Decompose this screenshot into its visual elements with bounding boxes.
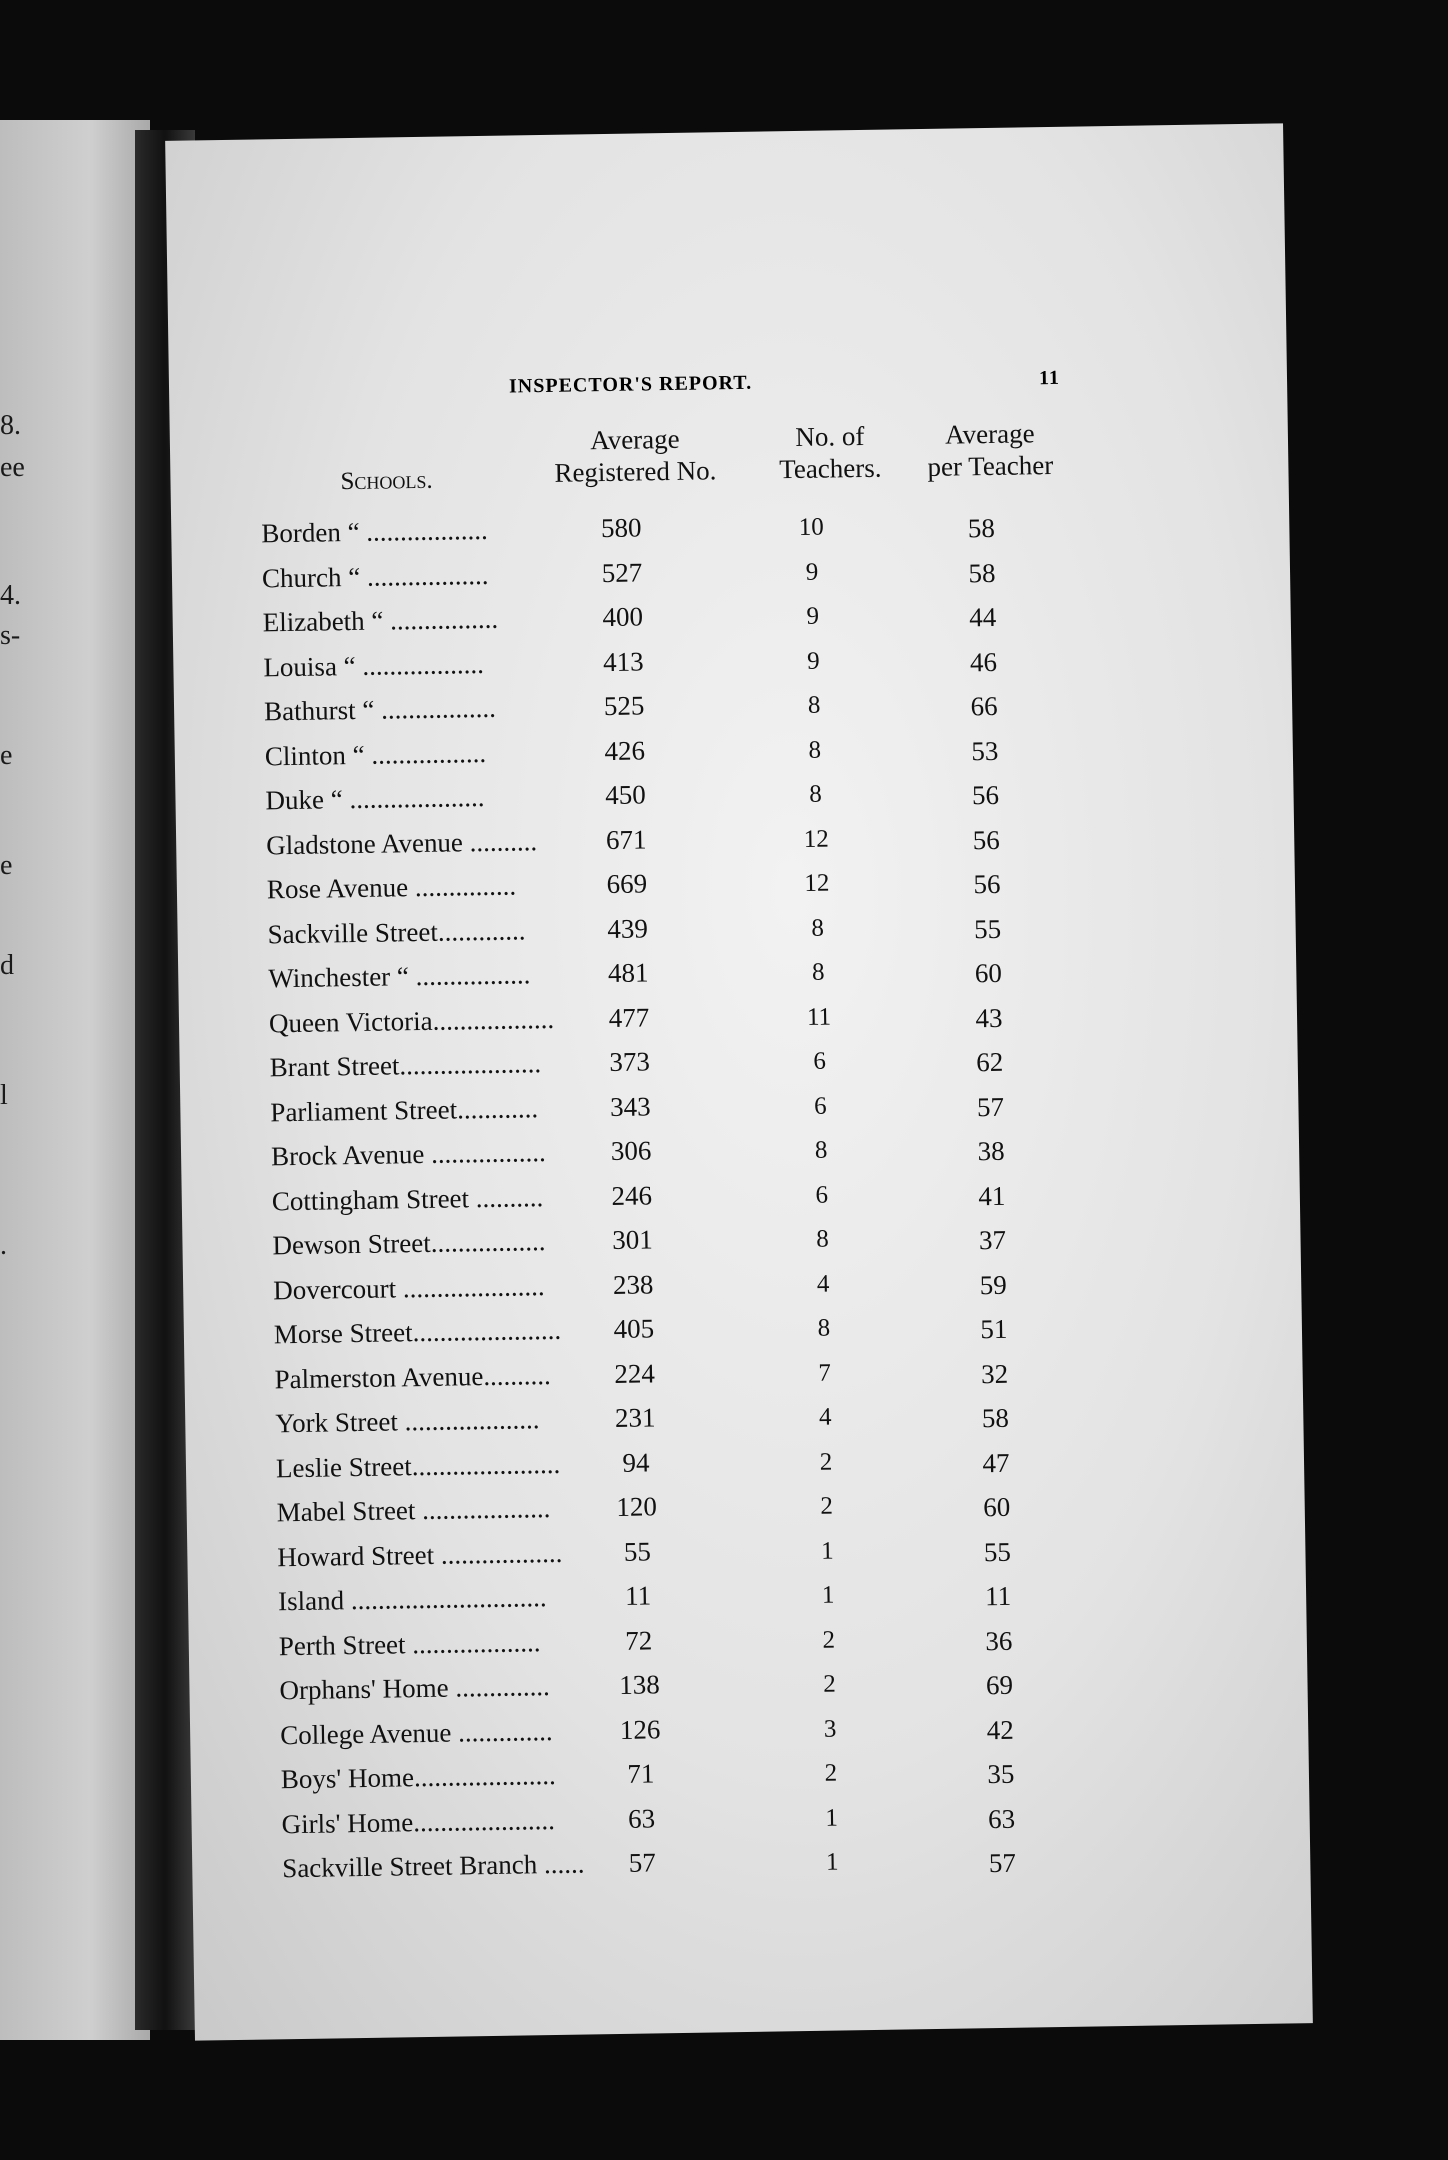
school-name: Orphans' Home .............. (279, 1671, 551, 1706)
header-average-registered-line2: Registered No. (554, 455, 717, 488)
average-registered: 439 (607, 912, 649, 944)
school-name: College Avenue .............. (279, 1715, 553, 1750)
header-teachers-line2: Teachers. (778, 452, 882, 485)
teacher-count: 4 (818, 1403, 832, 1431)
average-per-teacher: 35 (987, 1758, 1015, 1790)
header-average-per-teacher-line1: Average (944, 418, 1035, 450)
book-page (165, 123, 1313, 2040)
running-title: INSPECTOR'S REPORT. (508, 371, 753, 398)
school-name: Rose Avenue ............... (266, 870, 517, 905)
teacher-count: 6 (813, 1047, 827, 1075)
facing-page-fragment: e (0, 850, 13, 881)
teacher-count: 12 (804, 869, 830, 897)
header-average-registered (510, 422, 761, 490)
schools-table (171, 498, 1311, 1895)
teacher-count: 1 (825, 1848, 839, 1876)
average-per-teacher: 60 (982, 1491, 1011, 1523)
facing-page-fragment: ee (0, 452, 25, 483)
average-per-teacher: 57 (976, 1091, 1005, 1122)
average-per-teacher: 55 (983, 1536, 1012, 1567)
school-name: Elizabeth “ ................ (262, 603, 499, 638)
school-name: Girls' Home..................... (281, 1804, 556, 1839)
school-name: Queen Victoria.................. (268, 1003, 555, 1038)
school-name: Parliament Street............ (270, 1092, 539, 1127)
average-per-teacher: 56 (972, 824, 1000, 855)
school-name: Morse Street...................... (273, 1314, 562, 1350)
average-registered: 301 (611, 1224, 653, 1256)
teacher-count: 12 (803, 825, 829, 853)
teacher-count: 9 (806, 602, 820, 630)
facing-page-fragment: 8. (0, 410, 21, 441)
average-registered: 405 (613, 1313, 655, 1344)
average-registered: 669 (606, 868, 648, 900)
school-name: Leslie Street...................... (275, 1448, 561, 1483)
school-name: Dewson Street................. (272, 1226, 546, 1261)
header-schools: Schools. (340, 466, 433, 496)
teacher-count: 2 (822, 1626, 836, 1654)
average-per-teacher: 43 (975, 1002, 1003, 1033)
average-registered: 94 (622, 1446, 650, 1478)
average-registered: 138 (618, 1669, 660, 1700)
school-name: Boys' Home..................... (280, 1759, 556, 1795)
school-name: Louisa “ .................. (263, 648, 485, 682)
teacher-count: 1 (825, 1804, 839, 1832)
teacher-count: 11 (806, 1003, 832, 1031)
teacher-count: 8 (807, 691, 821, 719)
average-per-teacher: 66 (970, 690, 998, 722)
teacher-count: 1 (821, 1581, 835, 1609)
header-average-registered-line1: Average (589, 423, 680, 456)
school-name: Duke “ .................... (265, 781, 485, 816)
average-per-teacher: 58 (981, 1402, 1010, 1434)
average-per-teacher: 56 (971, 779, 1000, 811)
average-per-teacher: 69 (985, 1669, 1014, 1701)
teacher-count: 7 (818, 1359, 832, 1387)
average-registered: 426 (604, 734, 646, 766)
teacher-count: 2 (823, 1670, 836, 1698)
average-registered: 246 (611, 1179, 653, 1211)
average-per-teacher: 36 (985, 1625, 1013, 1656)
school-name: Sackville Street............. (267, 914, 526, 949)
average-registered: 450 (604, 779, 646, 811)
school-name: Palmerston Avenue.......... (274, 1359, 552, 1394)
average-registered: 55 (623, 1535, 652, 1567)
school-name: Bathurst “ ................. (263, 692, 497, 727)
average-per-teacher: 44 (968, 601, 997, 633)
teacher-count: 8 (816, 1225, 829, 1253)
average-registered: 671 (605, 823, 647, 855)
facing-page-fragment: . (0, 1230, 7, 1261)
teacher-count: 6 (815, 1181, 829, 1209)
average-per-teacher: 53 (971, 735, 999, 766)
facing-page-fragment: 4. (0, 580, 21, 611)
teacher-count: 9 (806, 647, 820, 675)
teacher-count: 6 (813, 1092, 827, 1120)
average-registered: 400 (602, 601, 644, 633)
school-name: Church “ .................. (261, 559, 489, 593)
average-registered: 71 (627, 1758, 655, 1789)
average-registered: 238 (612, 1268, 654, 1300)
page-number: 11 (1038, 366, 1061, 390)
average-registered: 120 (616, 1491, 658, 1522)
school-name: Brock Avenue ................. (270, 1137, 547, 1172)
header-average-per-teacher (910, 417, 1071, 484)
teacher-count: 8 (817, 1314, 831, 1342)
average-per-teacher: 62 (975, 1046, 1004, 1078)
average-per-teacher: 60 (974, 957, 1003, 989)
average-registered: 72 (625, 1624, 653, 1656)
average-registered: 231 (614, 1402, 656, 1433)
teacher-count: 8 (811, 958, 825, 986)
average-per-teacher: 42 (986, 1714, 1014, 1745)
average-registered: 527 (601, 556, 643, 588)
average-per-teacher: 58 (967, 512, 996, 544)
average-registered: 580 (600, 512, 642, 544)
average-registered: 11 (624, 1580, 652, 1611)
average-per-teacher: 58 (968, 557, 996, 588)
table-header (170, 413, 1289, 511)
average-per-teacher: 46 (969, 646, 998, 677)
teacher-count: 8 (808, 736, 822, 764)
school-name: Brant Street..................... (269, 1048, 542, 1083)
header-average-per-teacher-line2: per Teacher (927, 449, 1054, 482)
school-name: Cottingham Street .......... (271, 1181, 544, 1216)
school-name: Perth Street ................... (278, 1626, 541, 1661)
school-name: Winchester “ ................. (268, 959, 531, 994)
facing-page-fragment: d (0, 950, 14, 981)
school-name: York Street .................... (275, 1404, 540, 1439)
average-per-teacher: 37 (978, 1224, 1007, 1256)
average-per-teacher: 63 (987, 1803, 1016, 1834)
average-registered: 481 (607, 957, 649, 989)
teacher-count: 4 (816, 1270, 830, 1298)
teacher-count: 2 (824, 1759, 838, 1787)
teacher-count: 9 (805, 558, 819, 586)
teacher-count: 2 (819, 1448, 833, 1476)
average-per-teacher: 57 (988, 1847, 1017, 1879)
average-registered: 224 (614, 1357, 656, 1389)
school-name: Gladstone Avenue .......... (265, 825, 538, 860)
average-registered: 126 (619, 1713, 661, 1745)
average-registered: 343 (609, 1090, 651, 1122)
facing-page-fragment: e (0, 740, 13, 771)
teacher-count: 8 (811, 914, 825, 942)
average-registered: 525 (603, 690, 645, 722)
facing-page-fragment: s- (0, 620, 21, 651)
average-registered: 63 (627, 1802, 656, 1834)
school-name: Clinton “ ................. (264, 737, 487, 771)
header-teachers (760, 419, 901, 485)
average-registered: 413 (602, 645, 644, 677)
school-name: Dovercourt ..................... (272, 1270, 545, 1305)
school-name: Borden “ .................. (261, 514, 489, 549)
average-registered: 57 (628, 1847, 656, 1878)
average-per-teacher: 38 (977, 1135, 1005, 1167)
teacher-count: 8 (809, 780, 822, 808)
facing-page-fragment: l (0, 1080, 8, 1111)
teacher-count: 10 (798, 513, 825, 541)
running-head (169, 363, 1287, 398)
average-per-teacher: 11 (984, 1580, 1012, 1612)
average-per-teacher: 56 (973, 868, 1001, 900)
teacher-count: 3 (823, 1715, 837, 1743)
school-name: Island ............................. (277, 1582, 547, 1617)
teacher-count: 1 (820, 1537, 834, 1565)
header-teachers-line1: No. of (795, 420, 865, 453)
average-per-teacher: 41 (978, 1180, 1006, 1211)
school-name: Howard Street .................. (277, 1537, 563, 1572)
teacher-count: 2 (820, 1492, 834, 1520)
average-per-teacher: 55 (973, 913, 1002, 944)
average-per-teacher: 59 (979, 1269, 1007, 1300)
facing-page (0, 120, 150, 2040)
average-registered: 306 (610, 1135, 652, 1167)
teacher-count: 8 (814, 1136, 828, 1164)
school-name: Mabel Street ................... (276, 1493, 551, 1528)
average-registered: 477 (608, 1001, 650, 1033)
school-name: Sackville Street Branch ...... (282, 1848, 585, 1884)
average-per-teacher: 32 (980, 1358, 1009, 1389)
average-per-teacher: 47 (982, 1447, 1010, 1478)
average-per-teacher: 51 (980, 1313, 1008, 1345)
average-registered: 373 (609, 1046, 651, 1078)
